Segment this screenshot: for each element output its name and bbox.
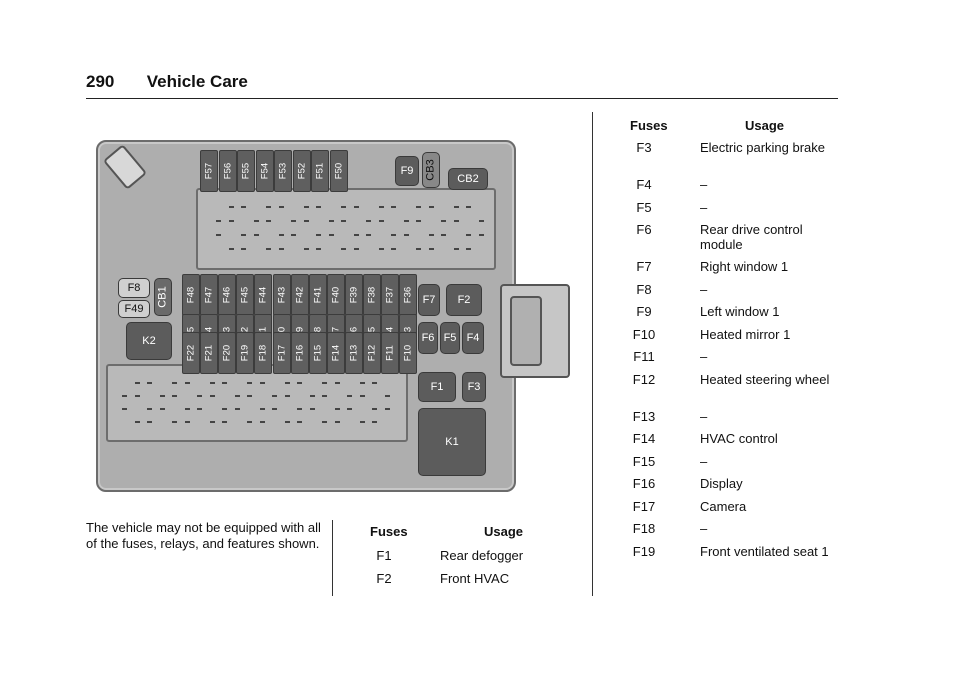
connector-pin (454, 248, 459, 250)
connector-pin (379, 220, 384, 222)
connector-pin (266, 206, 271, 208)
connector-pin (366, 220, 371, 222)
fuse-f44: F44 (254, 274, 272, 316)
connector-pin (122, 395, 127, 397)
fuse-f15: F15 (309, 332, 327, 374)
col-usage-header: Usage (484, 524, 524, 539)
connector-pin (329, 234, 334, 236)
connector-pin (210, 382, 215, 384)
connector-pin (272, 408, 277, 410)
fuse-id: F18 (632, 521, 656, 536)
fuse-f18: F18 (254, 332, 272, 374)
connector-pin (122, 408, 127, 410)
fuse-f56: F56 (219, 150, 237, 192)
connector-pin (222, 421, 227, 423)
connector-pin (266, 220, 271, 222)
connector-pin (216, 234, 221, 236)
fuse-f5: F5 (440, 322, 460, 354)
connector-pin (372, 408, 377, 410)
fuse-usage: Front ventilated seat 1 (700, 543, 829, 559)
upper-connector (196, 188, 496, 270)
fuse-f43: F43 (273, 274, 291, 316)
connector-pin (372, 421, 377, 423)
connector-pin (229, 206, 234, 208)
page-header (86, 72, 248, 92)
connector-pin (466, 234, 471, 236)
connector-pin (185, 421, 190, 423)
fuse-id: F12 (632, 371, 656, 387)
connector-pin (416, 206, 421, 208)
connector-pin (135, 395, 140, 397)
connector-pin (247, 421, 252, 423)
fuse-f40: F40 (327, 274, 345, 316)
connector-pin (454, 206, 459, 208)
connector-pin (416, 220, 421, 222)
connector-pin (466, 248, 471, 250)
circuit-breaker-cb2: CB2 (448, 168, 488, 190)
fuse-f54: F54 (256, 150, 274, 192)
connector-pin (147, 408, 152, 410)
fuse-f1: F1 (418, 372, 456, 402)
fuse-f8: F8 (118, 278, 150, 298)
connector-pin (385, 408, 390, 410)
connector-pin (360, 382, 365, 384)
fuse-id: F5 (636, 199, 652, 215)
connector-pin (316, 248, 321, 250)
connector-pin (147, 421, 152, 423)
fuse-f52: F52 (293, 150, 311, 192)
fuse-f57: F57 (200, 150, 218, 192)
connector-pin (335, 408, 340, 410)
fuse-f46: F46 (218, 274, 236, 316)
connector-pin (310, 395, 315, 397)
connector-pin (441, 234, 446, 236)
connector-pin (235, 408, 240, 410)
connector-pin (454, 220, 459, 222)
connector-pin (354, 234, 359, 236)
connector-pin (229, 248, 234, 250)
column-divider-left (332, 520, 333, 596)
connector-pin (216, 220, 221, 222)
connector-pin (291, 220, 296, 222)
relay-k1: K1 (418, 408, 486, 476)
fuse-f42: F42 (291, 274, 309, 316)
fuse-usage: Front HVAC (440, 570, 510, 586)
fuse-id: F17 (632, 498, 656, 514)
fuse-id: F19 (632, 543, 656, 559)
connector-pin (354, 248, 359, 250)
fuse-f22: F22 (182, 332, 200, 374)
fuse-usage: Rear drive control module (700, 222, 803, 252)
fuse-usage: Right window 1 (700, 259, 789, 274)
fuse-usage: Heated mirror 1 (700, 326, 791, 342)
fuse-usage: – (700, 349, 708, 364)
connector-pin (366, 234, 371, 236)
circuit-breaker-cb3: CB3 (422, 152, 440, 188)
fuse-id: F11 (633, 349, 655, 364)
fuse-usage: – (700, 453, 708, 469)
connector-pin (391, 248, 396, 250)
connector-pin (304, 206, 309, 208)
fuse-id: F1 (376, 548, 392, 563)
fuse-f55: F55 (237, 150, 255, 192)
fuse-id: F2 (376, 570, 392, 586)
connector-pin (322, 382, 327, 384)
connector-pin (335, 421, 340, 423)
connector-pin (260, 382, 265, 384)
fuse-f38: F38 (363, 274, 381, 316)
connector-pin (360, 395, 365, 397)
connector-pin (241, 248, 246, 250)
connector-pin (260, 421, 265, 423)
fuse-f39: F39 (345, 274, 363, 316)
connector-pin (297, 421, 302, 423)
fuse-id: F4 (636, 177, 652, 192)
col-usage-header: Usage (745, 118, 785, 133)
connector-pin (304, 248, 309, 250)
section-title: Vehicle Care (146, 72, 248, 91)
fuse-id: F13 (632, 408, 656, 424)
connector-pin (247, 382, 252, 384)
connector-pin (210, 421, 215, 423)
fuse-f11: F11 (381, 332, 399, 374)
connector-pin (304, 220, 309, 222)
connector-pin (254, 220, 259, 222)
connector-pin (341, 248, 346, 250)
connector-pin (379, 248, 384, 250)
fuse-f3: F3 (462, 372, 486, 402)
connector-pin (310, 408, 315, 410)
fuse-f4: F4 (462, 322, 484, 354)
column-divider-right (592, 112, 593, 596)
connector-pin (222, 408, 227, 410)
fuse-f41: F41 (309, 274, 327, 316)
col-fuses-header: Fuses (630, 118, 668, 133)
fuse-f51: F51 (311, 150, 329, 192)
page-number: 290 (86, 72, 115, 91)
connector-pin (391, 206, 396, 208)
connector-pin (429, 248, 434, 250)
connector-pin (441, 220, 446, 222)
connector-pin (279, 206, 284, 208)
side-connector-inner (510, 296, 542, 366)
fuse-f53: F53 (274, 150, 292, 192)
fuse-usage: Heated steering wheel (700, 371, 830, 387)
connector-pin (391, 234, 396, 236)
fuse-id: F8 (636, 281, 652, 297)
fuse-f48: F48 (182, 274, 200, 316)
fuse-f7: F7 (418, 284, 440, 316)
fuse-f13: F13 (345, 332, 363, 374)
relay-k2: K2 (126, 322, 172, 360)
connector-pin (297, 408, 302, 410)
fuse-id: F15 (632, 453, 656, 469)
connector-pin (254, 234, 259, 236)
connector-pin (185, 408, 190, 410)
fuse-f9: F9 (395, 156, 419, 186)
fuse-id: F10 (632, 326, 656, 342)
connector-pin (266, 248, 271, 250)
connector-pin (272, 395, 277, 397)
connector-pin (285, 421, 290, 423)
header-rule (86, 98, 838, 99)
connector-pin (241, 234, 246, 236)
connector-pin (185, 382, 190, 384)
connector-pin (197, 408, 202, 410)
fuse-usage: Display (700, 476, 743, 491)
connector-pin (479, 234, 484, 236)
connector-pin (241, 206, 246, 208)
fuse-f50: F50 (330, 150, 348, 192)
fuse-table-left (360, 524, 580, 594)
connector-pin (229, 220, 234, 222)
connector-pin (172, 382, 177, 384)
connector-pin (160, 395, 165, 397)
connector-pin (197, 395, 202, 397)
fuse-usage: HVAC control (700, 431, 778, 446)
connector-pin (210, 395, 215, 397)
fuse-f14: F14 (327, 332, 345, 374)
connector-pin (329, 220, 334, 222)
fuse-id: F14 (632, 431, 656, 446)
fuse-f45: F45 (236, 274, 254, 316)
connector-pin (235, 395, 240, 397)
connector-pin (172, 395, 177, 397)
connector-pin (247, 395, 252, 397)
connector-pin (222, 382, 227, 384)
connector-pin (341, 206, 346, 208)
connector-pin (297, 382, 302, 384)
connector-pin (347, 408, 352, 410)
fuse-f19: F19 (236, 332, 254, 374)
connector-pin (279, 234, 284, 236)
fuse-id: F3 (636, 140, 652, 155)
connector-pin (341, 220, 346, 222)
connector-pin (372, 382, 377, 384)
connector-pin (360, 421, 365, 423)
fuse-f6: F6 (418, 322, 438, 354)
connector-pin (404, 234, 409, 236)
equipment-note: The vehicle may not be equipped with all of the fuses, relays, and features shown. (86, 520, 321, 551)
fuse-usage: Camera (700, 498, 747, 514)
fuse-f21: F21 (200, 332, 218, 374)
fuse-f2: F2 (446, 284, 482, 316)
connector-pin (379, 206, 384, 208)
fuse-id: F6 (636, 222, 652, 237)
connector-pin (172, 421, 177, 423)
connector-pin (291, 234, 296, 236)
fuse-usage: – (700, 177, 708, 192)
fuse-usage: – (700, 199, 708, 215)
fuse-id: F7 (636, 259, 652, 274)
connector-pin (316, 206, 321, 208)
connector-pin (335, 382, 340, 384)
connector-pin (347, 395, 352, 397)
connector-pin (160, 408, 165, 410)
fuse-f16: F16 (291, 332, 309, 374)
fuse-f49: F49 (118, 300, 150, 318)
fuse-f12: F12 (363, 332, 381, 374)
connector-pin (285, 395, 290, 397)
connector-pin (416, 248, 421, 250)
fuse-f36: F36 (399, 274, 417, 316)
connector-pin (322, 395, 327, 397)
fuse-usage: – (700, 521, 708, 536)
fuse-id: F9 (636, 304, 652, 319)
connector-pin (354, 206, 359, 208)
lower-connector (106, 364, 408, 442)
fuse-table-right (612, 118, 852, 588)
fuse-id: F16 (632, 476, 656, 491)
connector-pin (429, 206, 434, 208)
fuse-usage: – (700, 408, 708, 424)
fuse-usage: – (700, 281, 708, 297)
fuse-f10: F10 (399, 332, 417, 374)
connector-pin (147, 382, 152, 384)
connector-pin (285, 382, 290, 384)
fuse-f37: F37 (381, 274, 399, 316)
connector-pin (135, 382, 140, 384)
fuse-f17: F17 (273, 332, 291, 374)
connector-pin (135, 421, 140, 423)
connector-pin (279, 248, 284, 250)
connector-pin (479, 220, 484, 222)
fuse-usage: Rear defogger (440, 548, 524, 563)
connector-pin (260, 408, 265, 410)
fuse-usage: Electric parking brake (700, 140, 825, 155)
connector-pin (385, 395, 390, 397)
connector-pin (429, 234, 434, 236)
circuit-breaker-cb1: CB1 (154, 278, 172, 316)
fuse-f47: F47 (200, 274, 218, 316)
col-fuses-header: Fuses (370, 524, 408, 539)
connector-pin (404, 220, 409, 222)
connector-pin (316, 234, 321, 236)
fuse-usage: Left window 1 (700, 304, 780, 319)
connector-pin (322, 421, 327, 423)
connector-pin (466, 206, 471, 208)
fuse-f20: F20 (218, 332, 236, 374)
